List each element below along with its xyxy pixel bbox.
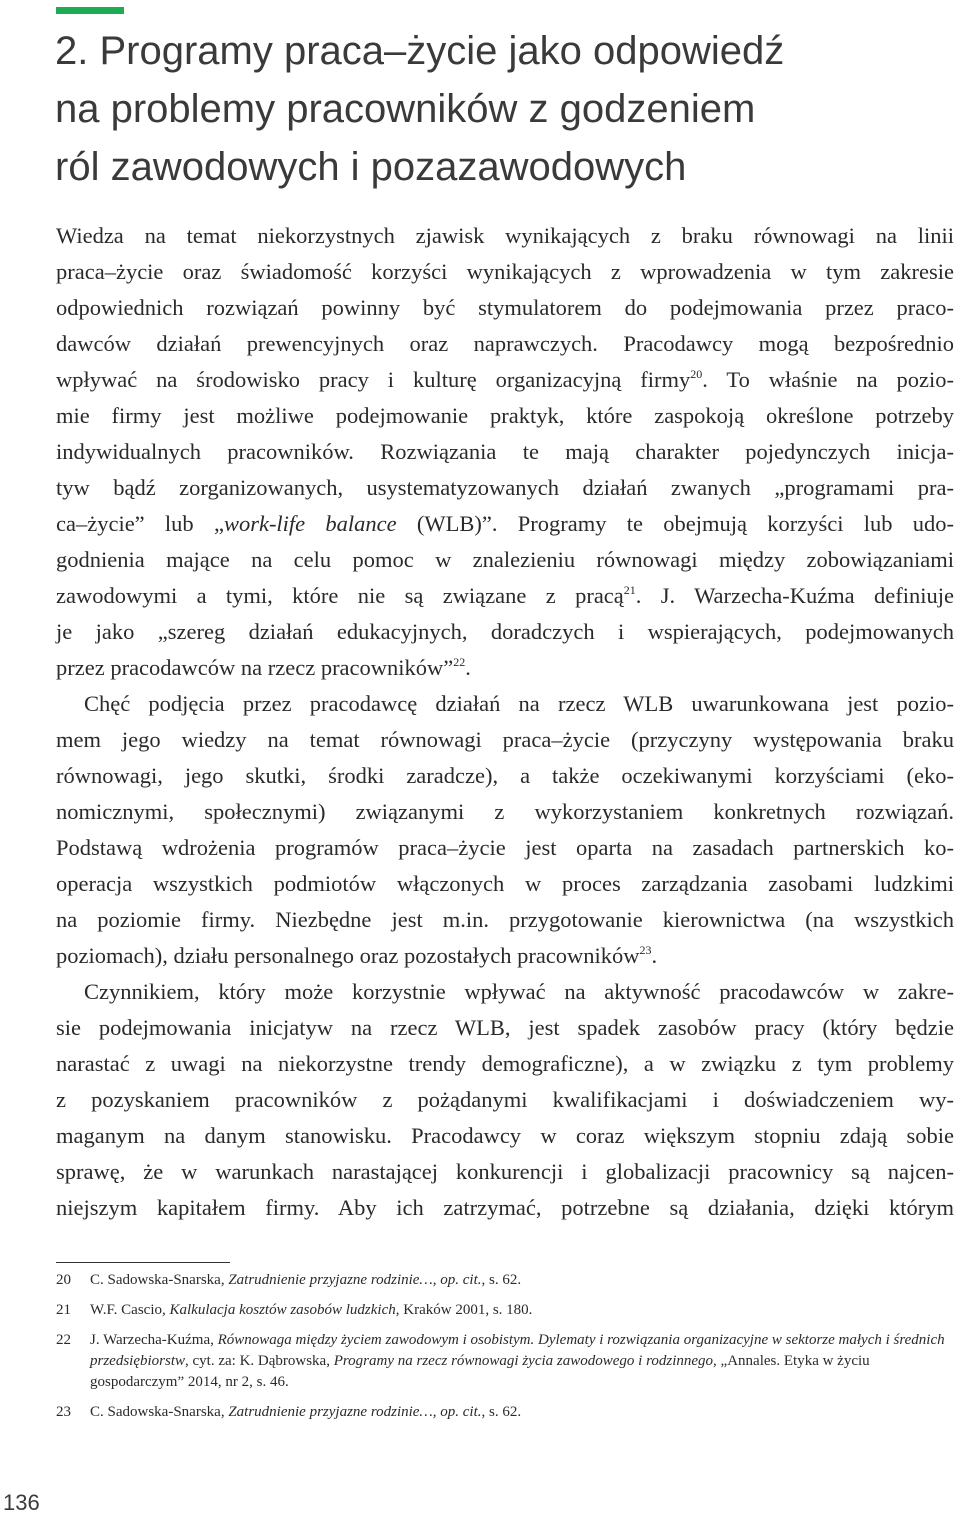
footnote xyxy=(56,1300,946,1321)
text-line: Czynnikiem, który może korzystnie wpływać na aktywność pracodawców w zakre- xyxy=(84,979,954,1004)
text-run: C. Sadowska-Snarska, xyxy=(90,1404,229,1420)
footnote-text xyxy=(90,1300,946,1321)
italic-title: Równowaga między życiem zawodowym i osobistym. Dylematy i rozwiązania organizacyjne w sektorze małych i średnich przedsiębiorstw xyxy=(90,1332,945,1369)
text-run: . xyxy=(465,655,471,680)
text-run: ca–życie” lub „ xyxy=(56,511,224,536)
text-run: poziomach), działu personalnego oraz pozostałych pracowników xyxy=(56,943,640,968)
text-run: , Kraków 2001, s. 180. xyxy=(395,1302,533,1318)
text-run: wpływać na środowisko pracy i kulturę organizacyjną firmy xyxy=(56,367,691,392)
text-run: , „Annales. Etyka w życiu gospodarczym” 2014, nr 2, s. 46. xyxy=(90,1353,870,1390)
text-run: , s. 62. xyxy=(481,1404,522,1420)
text-line: na poziomie firmy. Niezbędne jest m.in. przygotowanie kierownictwa (na wszystkich xyxy=(56,907,954,932)
text-line: narastać z uwagi na niekorzystne trendy demograficzne), a w związku z tym problemy xyxy=(56,1051,954,1076)
body-text xyxy=(56,218,954,1226)
heading-line: ról zawodowych i pozazawodowych xyxy=(55,145,687,189)
text-line: nomicznymi, społecznymi) związanymi z wykorzystaniem konkretnych rozwiązań. xyxy=(56,799,954,824)
footnote-number: 23 xyxy=(56,1404,71,1420)
text-line: sie podejmowania inicjatyw na rzecz WLB, jest spadek zasobów pracy (który będzie xyxy=(56,1015,954,1040)
page-number: 136 xyxy=(3,1490,40,1515)
text-line xyxy=(56,650,954,686)
text-line: Podstawą wdrożenia programów praca–życie jest oparta na zasadach partnerskich ko- xyxy=(56,835,954,860)
text-line: sprawę, że w warunkach narastającej konkurencji i globalizacji pracownicy są najcen- xyxy=(56,1159,954,1184)
text-run: W.F. Cascio, xyxy=(90,1302,170,1318)
text-run: przez pracodawców na rzecz pracowników” xyxy=(56,655,454,680)
text-line xyxy=(56,938,954,974)
text-line: mem jego wiedzy na temat równowagi praca–życie (przyczyny występowania braku xyxy=(56,727,954,752)
italic-title: Kalkulacja kosztów zasobów ludzkich xyxy=(169,1302,396,1318)
section-accent-bar xyxy=(56,7,124,14)
text-line: praca–życie oraz świadomość korzyści wynikających z wprowadzenia w tym zakresie xyxy=(56,259,954,284)
text-line: z pozyskaniem pracowników z pożądanymi kwalifikacjami i doświadczeniem wy- xyxy=(56,1087,954,1112)
heading-line: 2. Programy praca–życie jako odpowiedź xyxy=(55,29,785,73)
text-line: je jako „szereg działań edukacyjnych, doradczych i wspierających, podejmowanych xyxy=(56,619,954,644)
text-run: C. Sadowska-Snarska, xyxy=(90,1272,229,1288)
text-line: Chęć podjęcia przez pracodawcę działań na rzecz WLB uwarunkowana jest pozio- xyxy=(84,691,954,716)
footnote-number: 22 xyxy=(56,1332,71,1348)
text-run: , cyt. za: K. Dąbrowska, xyxy=(185,1353,334,1369)
text-run: J. Warzecha-Kuźma, xyxy=(90,1332,218,1348)
footnote-ref: 22 xyxy=(453,655,466,669)
text-line: niejszym kapitałem firmy. Aby ich zatrzymać, potrzebne są działania, dzięki którym xyxy=(56,1195,954,1220)
footnote xyxy=(56,1402,946,1423)
text-line: tyw bądź zorganizowanych, usystematyzowanych działań zwanych „programami pra- xyxy=(56,475,954,500)
text-line: odpowiednich rozwiązań powinny być stymulatorem do podejmowania przez praco- xyxy=(56,295,954,320)
italic-title: Programy na rzecz równowagi życia zawodowego i rodzinnego xyxy=(333,1353,714,1369)
text-run: , s. 62. xyxy=(481,1272,522,1288)
italic-title: Zatrudnienie przyjazne rodzinie…, op. cit. xyxy=(228,1272,482,1288)
text-run: (WLB)”. Programy te obejmują korzyści lub udo- xyxy=(396,511,954,536)
footnote-ref: 23 xyxy=(639,943,652,957)
text-line xyxy=(56,362,954,398)
text-run: . xyxy=(651,943,658,968)
text-run: . J. Warzecha-Kuźma definiuje xyxy=(635,583,954,608)
footnote-ref: 21 xyxy=(623,583,636,597)
text-line: mie firmy jest możliwe podejmowanie praktyk, które zaspokoją określone potrzeby xyxy=(56,403,954,428)
footnote xyxy=(56,1330,946,1393)
heading-line: na problemy pracowników z godzeniem xyxy=(55,87,756,131)
italic-title: Zatrudnienie przyjazne rodzinie…, op. cit. xyxy=(228,1404,482,1420)
italic-term: work-life balance xyxy=(223,511,397,536)
footnote-separator xyxy=(56,1262,230,1263)
text-run: . To właśnie na pozio- xyxy=(702,367,955,392)
text-line: Wiedza na temat niekorzystnych zjawisk wynikających z braku równowagi na linii xyxy=(56,223,954,248)
footnote-number: 21 xyxy=(56,1302,71,1318)
text-line: indywidualnych pracowników. Rozwiązania te mają charakter pojedynczych inicja- xyxy=(56,439,954,464)
footnote-text xyxy=(90,1270,946,1291)
text-line: równowagi, jego skutki, środki zaradcze), a także oczekiwanymi korzyściami (eko- xyxy=(56,763,954,788)
section-heading xyxy=(55,22,935,196)
text-line xyxy=(56,506,954,542)
text-line: maganym na danym stanowisku. Pracodawcy w coraz większym stopniu zdają sobie xyxy=(56,1123,954,1148)
text-line: godnienia mające na celu pomoc w znalezieniu równowagi między zobowiązaniami xyxy=(56,547,954,572)
text-line: operacja wszystkich podmiotów włączonych w proces zarządzania zasobami ludzkimi xyxy=(56,871,954,896)
text-run: zawodowymi a tymi, które nie są związane z pracą xyxy=(56,583,624,608)
text-line xyxy=(56,578,954,614)
footnote-text xyxy=(90,1330,946,1393)
text-line: dawców działań prewencyjnych oraz naprawczych. Pracodawcy mogą bezpośrednio xyxy=(56,331,954,356)
footnote-ref: 20 xyxy=(690,367,703,381)
footnote xyxy=(56,1270,946,1291)
footnotes xyxy=(56,1270,946,1432)
footnote-text xyxy=(90,1402,946,1423)
footnote-number: 20 xyxy=(56,1272,71,1288)
